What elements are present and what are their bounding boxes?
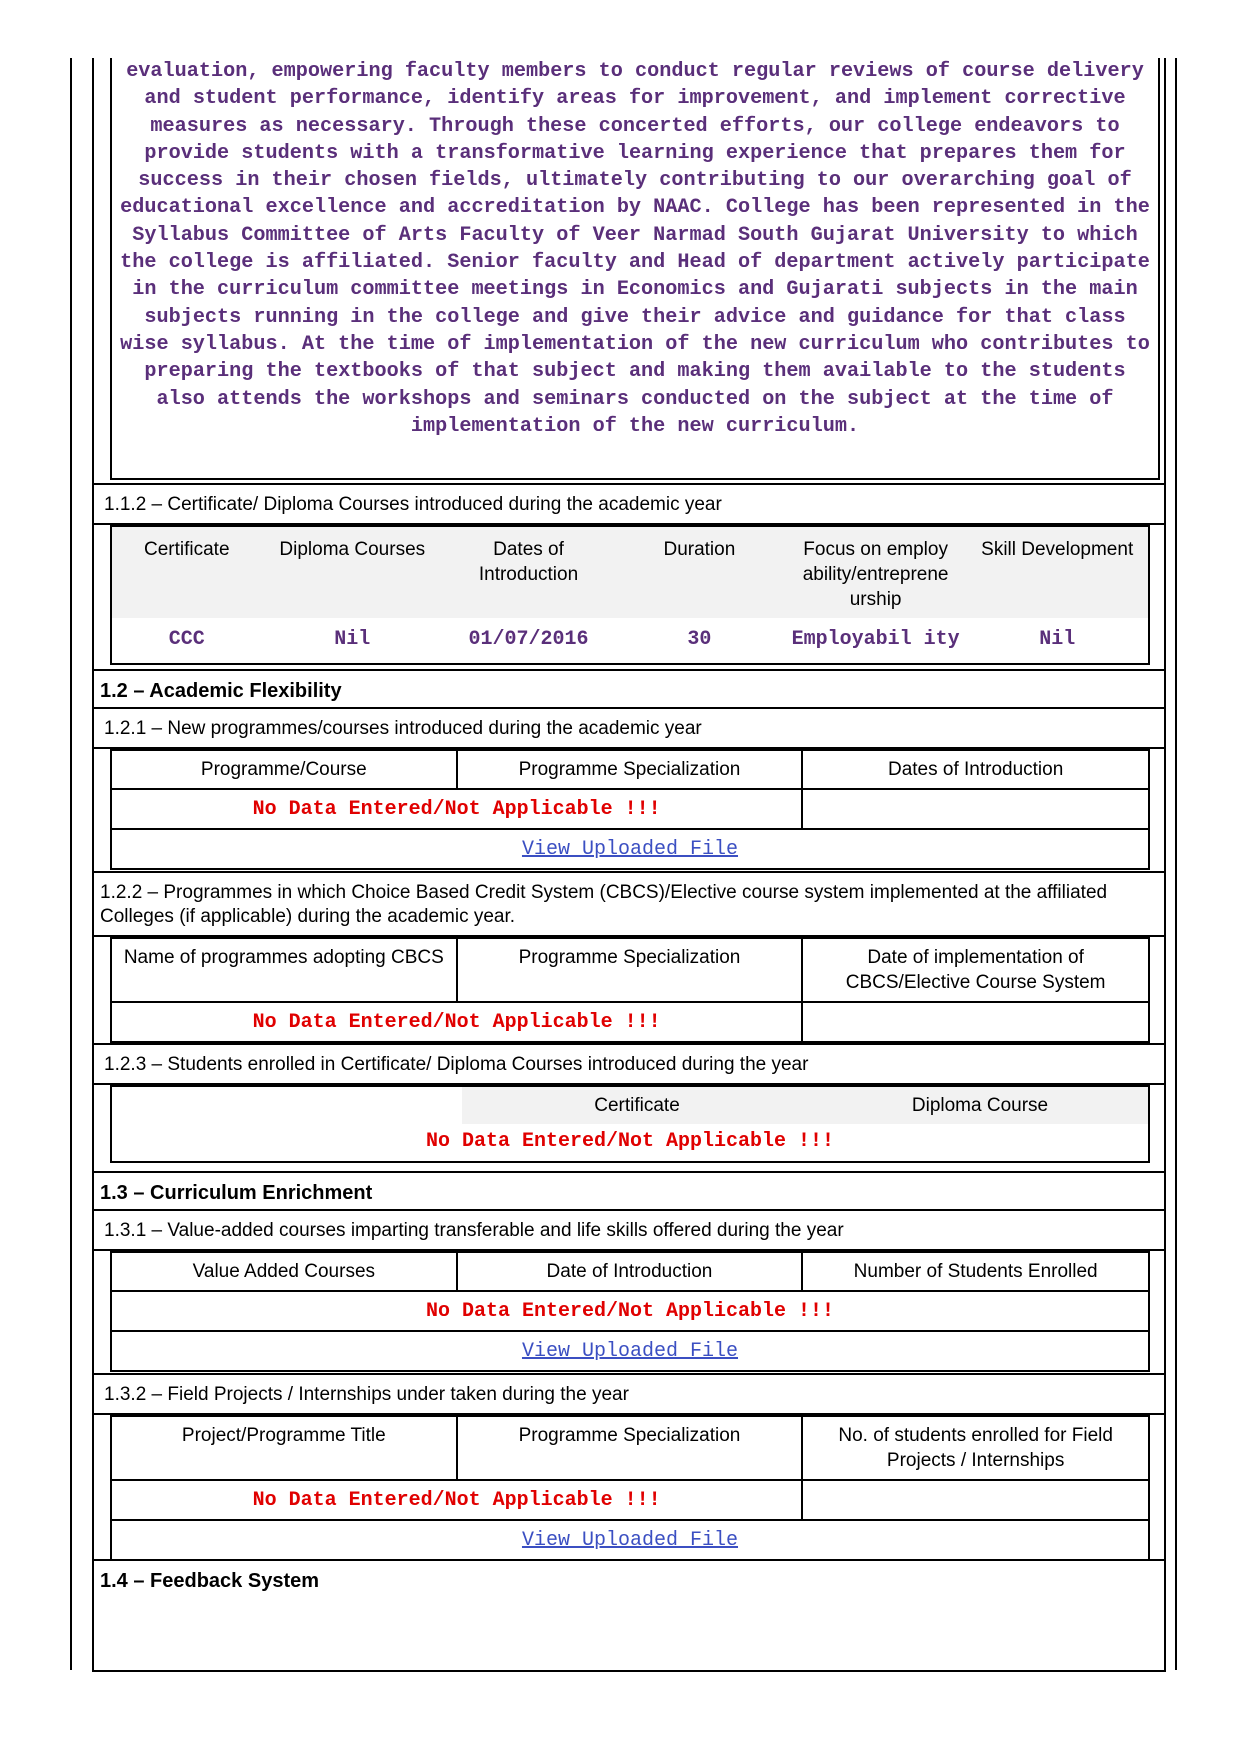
table-row xyxy=(111,1331,1149,1371)
col-programme-specialization: Programme Specialization xyxy=(457,938,803,1002)
col-programmes-cbcs: Name of programmes adopting CBCS xyxy=(111,938,457,1002)
view-uploaded-file-link[interactable]: View Uploaded File xyxy=(521,1529,739,1552)
value-added-courses-table xyxy=(110,1251,1150,1372)
empty-cell xyxy=(802,1480,1149,1520)
section-1-3-1-label-row xyxy=(94,1211,1164,1251)
col-dates-of-introduction: Dates of Introduction xyxy=(802,750,1149,789)
section-1-2-3-label: 1.2.3 – Students enrolled in Certificate/ Diploma Courses introduced during the year xyxy=(104,1054,809,1075)
no-data-message: No Data Entered/Not Applicable !!! xyxy=(252,1011,661,1034)
no-data-cell xyxy=(111,1002,802,1042)
view-uploaded-file-link[interactable]: View Uploaded File xyxy=(521,838,739,861)
no-data-message: No Data Entered/Not Applicable !!! xyxy=(252,1489,661,1512)
section-1-4-heading: 1.4 – Feedback System xyxy=(100,1570,320,1592)
col-value-added-courses: Value Added Courses xyxy=(111,1252,457,1291)
section-1-1-2-label: 1.1.2 – Certificate/ Diploma Courses introduced during the academic year xyxy=(104,494,722,515)
view-uploaded-file-link[interactable]: View Uploaded File xyxy=(521,1340,739,1363)
no-data-cell xyxy=(111,789,802,829)
cell-certificate: CCC xyxy=(168,628,205,651)
table-row xyxy=(111,829,1149,869)
new-programmes-table xyxy=(110,749,1150,870)
section-1-1-2-table-row xyxy=(94,525,1164,671)
section-1-2-2-table-row xyxy=(94,937,1164,1045)
col-project-title: Project/Programme Title xyxy=(111,1416,457,1480)
section-1-2-3-label-row xyxy=(94,1045,1164,1085)
table-row xyxy=(111,1480,1149,1520)
no-data-message: No Data Entered/Not Applicable !!! xyxy=(252,798,661,821)
col-focus: Focus on employ ability/entreprene urship xyxy=(785,527,967,618)
section-1-2-2-label: 1.2.2 – Programmes in which Choice Based Credit System (CBCS)/Elective course system implemented at the affiliated Colleges (if applicable) during the academic year. xyxy=(100,882,1108,927)
col-number-of-students: Number of Students Enrolled xyxy=(802,1252,1149,1291)
table-row xyxy=(111,1002,1149,1042)
link-cell xyxy=(111,1520,1149,1560)
table-row xyxy=(111,1291,1149,1331)
link-cell xyxy=(111,1331,1149,1371)
table-header-row xyxy=(112,527,1148,618)
report-content xyxy=(92,58,1166,1672)
col-skill-development: Skill Development xyxy=(966,527,1148,618)
no-data-cell xyxy=(112,1124,1148,1161)
section-1-3-2-table-row xyxy=(94,1415,1164,1561)
section-1-3-2-label: 1.3.2 – Field Projects / Internships under taken during the year xyxy=(104,1384,629,1405)
intro-box xyxy=(110,58,1160,480)
table-header-row xyxy=(111,750,1149,789)
col-diploma-courses: Diploma Courses xyxy=(262,527,444,618)
col-programme-specialization: Programme Specialization xyxy=(457,750,803,789)
no-data-message: No Data Entered/Not Applicable !!! xyxy=(425,1130,835,1153)
col-diploma-course: Diploma Course xyxy=(812,1087,1148,1124)
col-date-of-implementation: Date of implementation of CBCS/Elective Course System xyxy=(802,938,1149,1002)
no-data-message: No Data Entered/Not Applicable !!! xyxy=(425,1300,835,1323)
intro-section xyxy=(94,58,1164,485)
cbcs-programmes-table xyxy=(110,937,1150,1043)
section-1-2-3-table-row xyxy=(94,1085,1164,1173)
table-header-row xyxy=(111,1252,1149,1291)
section-1-1-2-label-row xyxy=(94,485,1164,525)
section-1-2-1-label: 1.2.1 – New programmes/courses introduced during the academic year xyxy=(104,718,702,739)
col-students-enrolled: No. of students enrolled for Field Projects / Internships xyxy=(802,1416,1149,1480)
section-1-3-2-label-row xyxy=(94,1375,1164,1415)
col-programme-course: Programme/Course xyxy=(111,750,457,789)
section-1-3-1-label: 1.3.1 – Value-added courses imparting transferable and life skills offered during the year xyxy=(104,1220,844,1241)
certificate-table-box xyxy=(110,525,1150,665)
section-1-3-heading-row xyxy=(94,1173,1164,1211)
col-certificate: Certificate xyxy=(462,1087,812,1124)
col-certificate: Certificate xyxy=(112,527,262,618)
col-duration: Duration xyxy=(614,527,785,618)
table-header-row xyxy=(111,938,1149,1002)
no-data-cell xyxy=(111,1480,802,1520)
section-1-3-1-table-row xyxy=(94,1251,1164,1375)
section-1-2-heading: 1.2 – Academic Flexibility xyxy=(100,680,342,702)
col-date-of-introduction: Date of Introduction xyxy=(457,1252,803,1291)
intro-paragraph: evaluation, empowering faculty members to conduct regular reviews of course delivery and student performance, identify areas for improvement, and implement corrective measures as necessary. Through these concerted efforts, our college endeavors to provide students with a transformative learning experience that prepares them for success in their chosen fields, ultimately contributing to our overarching goal of educational excellence and accreditation by NAAC. College has been represented in the Syllabus Committee of Arts Faculty of Veer Narmad South Gujarat University to which the college is affiliated. Senior faculty and Head of department actively participate in the curriculum committee meetings in Economics and Gujarati subjects in the main subjects running in the college and give their advice and guidance for that class wise syllabus. At the time of implementation of the new curriculum who contributes to preparing the textbooks of that subject and making them available to the students also attends the workshops and seminars conducted on the subject at the time of implementation of the new curriculum. xyxy=(120,60,1150,438)
empty-cell xyxy=(802,1002,1149,1042)
section-1-3-heading: 1.3 – Curriculum Enrichment xyxy=(100,1182,373,1204)
table-header-row xyxy=(112,1087,1148,1124)
students-enrolled-table xyxy=(110,1085,1150,1163)
section-1-2-1-table-row xyxy=(94,749,1164,873)
section-1-4-heading-row xyxy=(94,1561,1164,1601)
cell-duration: 30 xyxy=(687,628,712,651)
section-1-2-heading-row xyxy=(94,671,1164,709)
link-cell xyxy=(111,829,1149,869)
col-dates-of-introduction: Dates of Introduction xyxy=(443,527,614,618)
page-border-left xyxy=(70,58,72,1670)
no-data-cell xyxy=(111,1291,1149,1331)
table-row xyxy=(111,1520,1149,1560)
certificate-courses-table xyxy=(112,527,1148,659)
cell-focus: Employabil ity xyxy=(791,628,960,651)
page-border-right xyxy=(1175,58,1177,1670)
cell-skill: Nil xyxy=(1039,628,1076,651)
header-blank xyxy=(112,1087,462,1124)
table-row xyxy=(112,618,1148,659)
table-header-row xyxy=(111,1416,1149,1480)
section-1-2-1-label-row xyxy=(94,709,1164,749)
cell-date: 01/07/2016 xyxy=(468,628,589,651)
col-programme-specialization: Programme Specialization xyxy=(457,1416,803,1480)
section-1-2-2-label-row xyxy=(94,873,1164,937)
field-projects-table xyxy=(110,1415,1150,1561)
empty-cell xyxy=(802,789,1149,829)
table-row xyxy=(111,789,1149,829)
cell-diploma: Nil xyxy=(334,628,371,651)
